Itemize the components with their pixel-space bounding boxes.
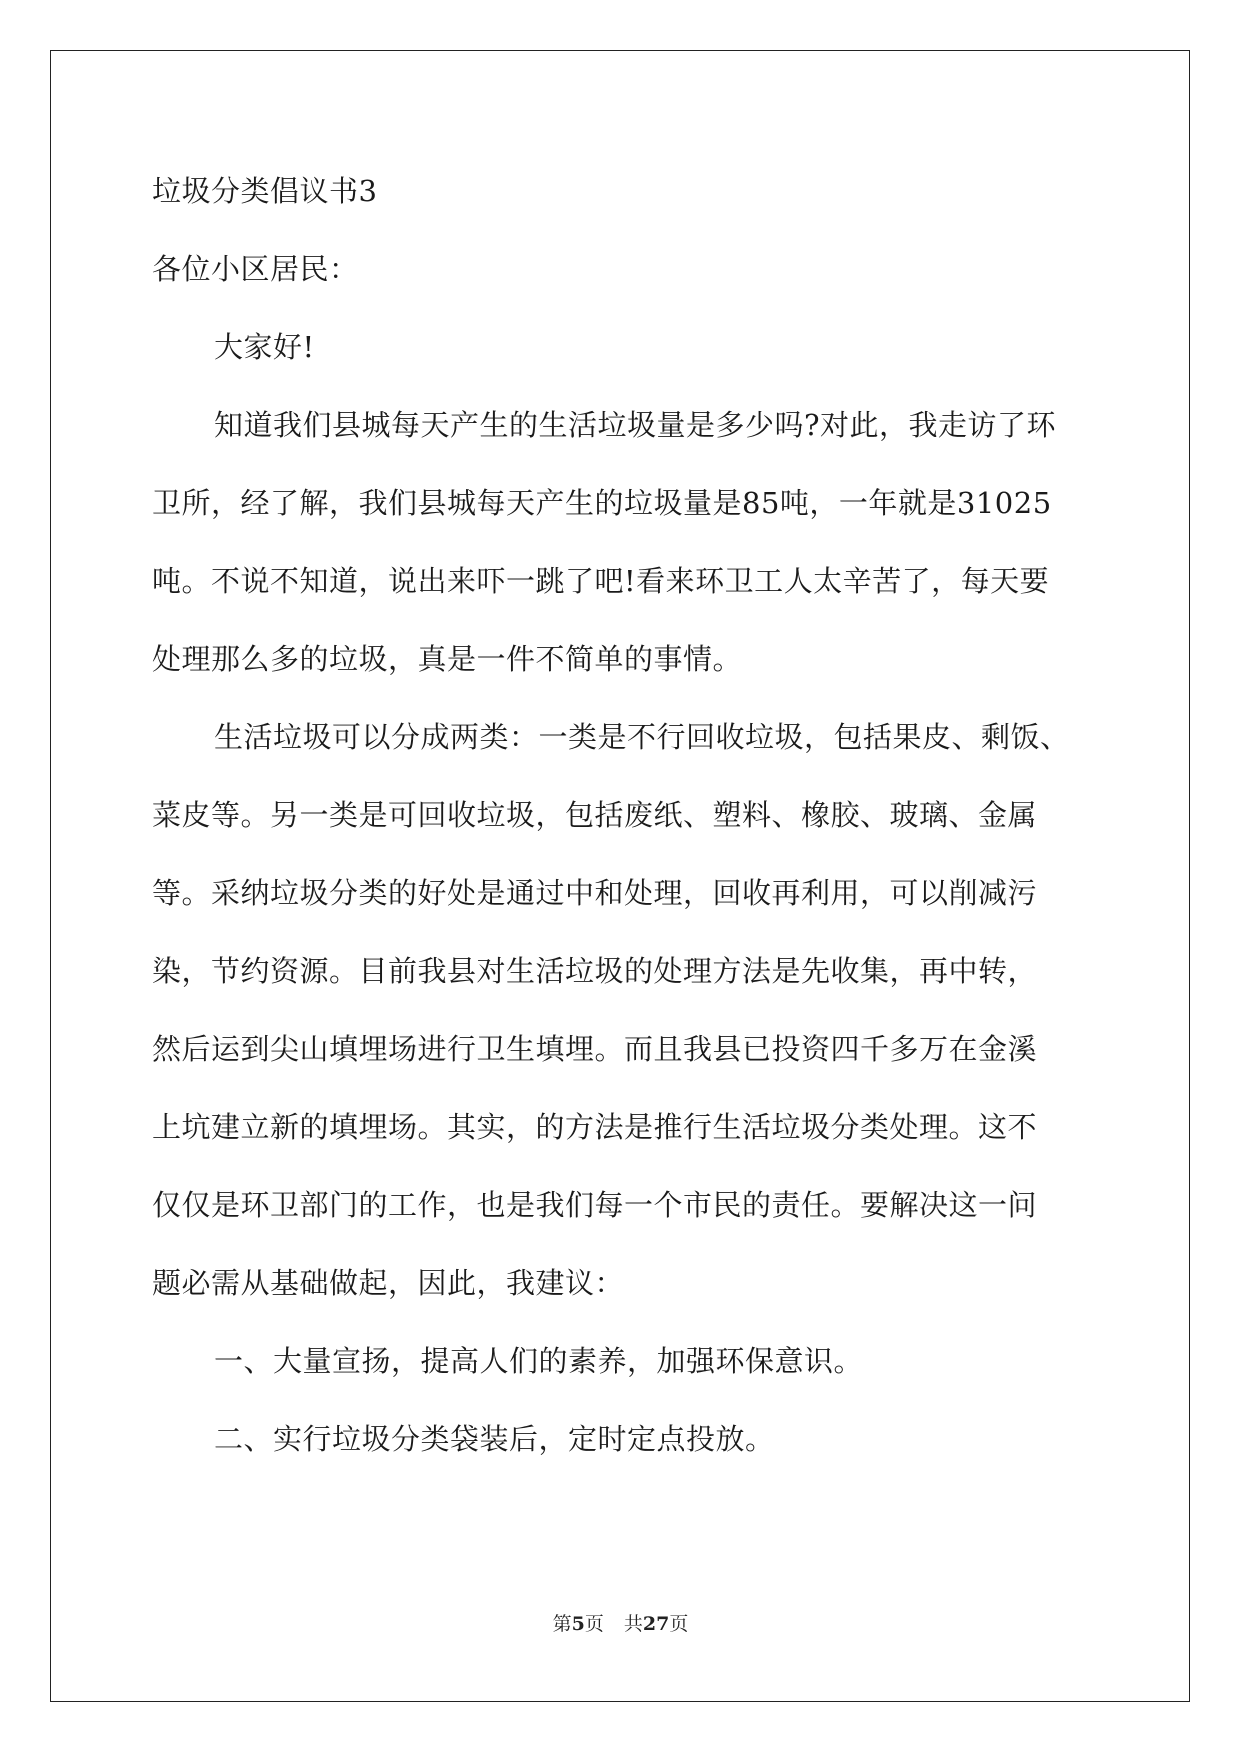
paragraph-line: 菜皮等。另一类是可回收垃圾，包括废纸、塑料、橡胶、玻璃、金属 [152,798,1038,832]
paragraph-line: 知道我们县城每天产生的生活垃圾量是多少吗?对此，我走访了环 [214,408,1057,442]
page-suffix: 页 [584,1613,604,1635]
page-total: 27 [642,1613,670,1635]
page-prefix: 第 [552,1613,572,1635]
paragraph-line: 吨。不说不知道，说出来吓一跳了吧!看来环卫工人太辛苦了，每天要 [152,564,1050,598]
paragraph-line: 题必需从基础做起，因此，我建议： [152,1266,625,1300]
document-body [152,152,1092,1478]
paragraph-line: 仅仅是环卫部门的工作，也是我们每一个市民的责任。要解决这一问 [152,1188,1038,1222]
paragraph-line: 染，节约资源。目前我县对生活垃圾的处理方法是先收集，再中转， [152,954,1038,988]
page-current: 5 [571,1613,585,1635]
page-footer [0,1612,1241,1636]
suggestion-item: 一、大量宣扬，提高人们的素养，加强环保意识。 [214,1344,864,1378]
paragraph-line: 生活垃圾可以分成两类：一类是不行回收垃圾，包括果皮、剩饭、 [214,720,1070,754]
paragraph-line: 处理那么多的垃圾，真是一件不简单的事情。 [152,642,743,676]
total-prefix: 共 [623,1613,643,1635]
paragraph-line: 等。采纳垃圾分类的好处是通过中和处理，回收再利用，可以削减污 [152,876,1038,910]
paragraph-line: 卫所，经了解，我们县城每天产生的垃圾量是85吨，一年就是31025 [152,486,1052,520]
suggestion-item: 二、实行垃圾分类袋装后，定时定点投放。 [214,1422,775,1456]
total-suffix: 页 [669,1613,689,1635]
paragraph-line: 然后运到尖山填埋场进行卫生填埋。而且我县已投资四千多万在金溪 [152,1032,1038,1066]
salutation: 各位小区居民： [152,252,359,286]
paragraph-line: 上坑建立新的填埋场。其实，的方法是推行生活垃圾分类处理。这不 [152,1110,1038,1144]
document-title: 垃圾分类倡议书3 [152,174,378,208]
greeting: 大家好! [214,330,315,364]
